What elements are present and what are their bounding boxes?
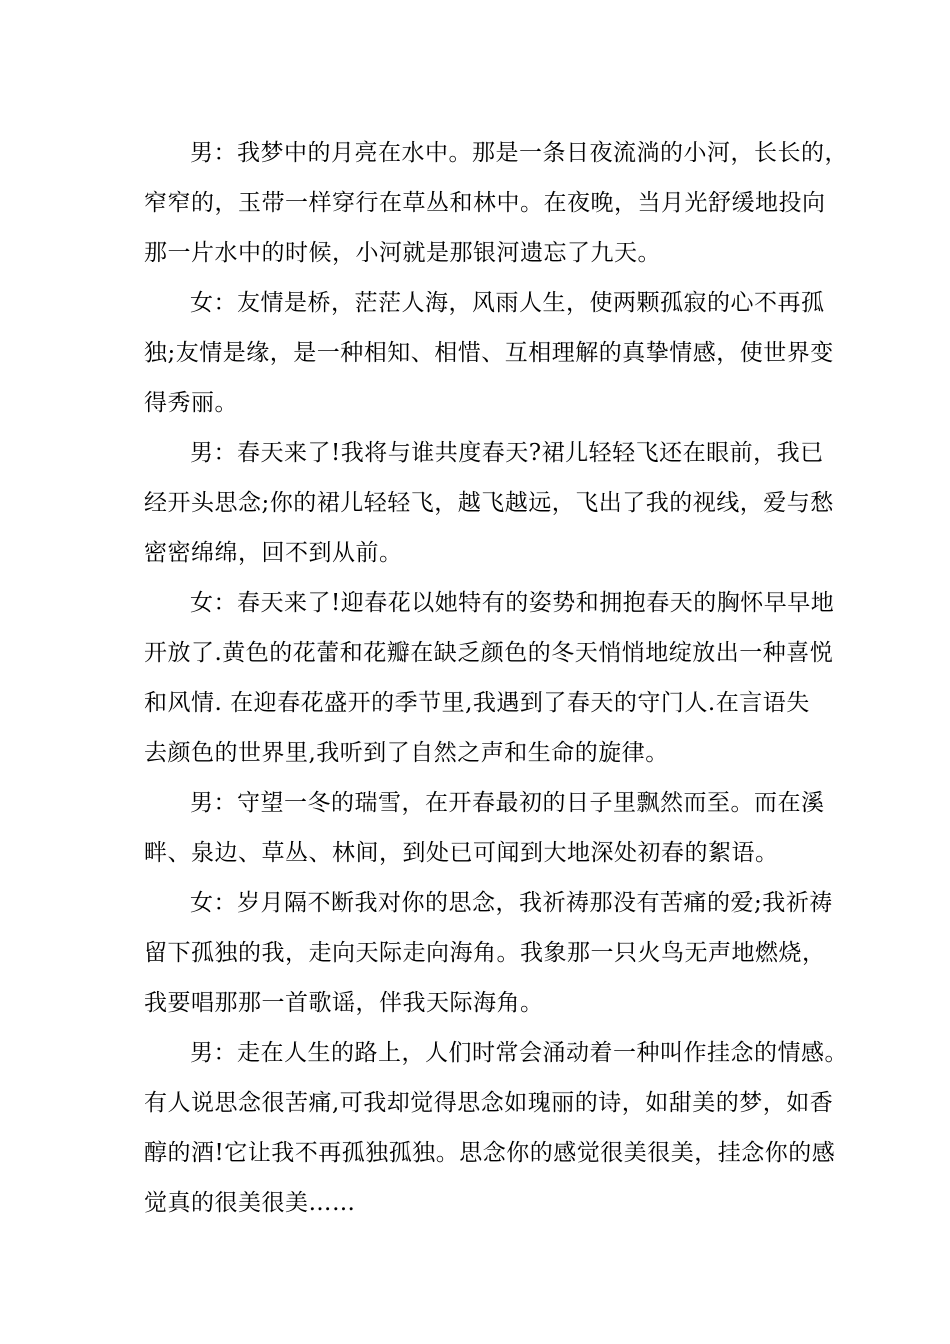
text-line: 我要唱那那一首歌谣，伴我天际海角。: [144, 990, 544, 1016]
text-line: 畔、泉边、草丛、林间，到处已可闻到大地深处初春的絮语。: [144, 840, 779, 866]
paragraph-female-3: [144, 878, 833, 1028]
paragraph-male-2: [144, 428, 834, 578]
text-line: 女：岁月隔不断我对你的思念，我祈祷那没有苦痛的爱;我祈祷: [190, 890, 833, 916]
text-line: 密密绵绵，回不到从前。: [144, 540, 403, 566]
text-line: 女：春天来了!迎春花以她特有的姿势和拥抱春天的胸怀早早地: [190, 590, 835, 616]
text-line: 那一片水中的时候，小河就是那银河遗忘了九天。: [144, 240, 661, 266]
paragraph-male-3: [144, 778, 824, 878]
text-line: 开放了.黄色的花蕾和花瓣在缺乏颜色的冬天悄悄地绽放出一种喜悦: [144, 640, 834, 666]
text-line: 独;友情是缘，是一种相知、相惜、互相理解的真挚情感，使世界变: [144, 340, 834, 366]
text-line: 经开头思念;你的裙儿轻轻飞，越飞越远，飞出了我的视线，爱与愁: [144, 490, 834, 516]
text-line: 男：走在人生的路上，人们时常会涌动着一种叫作挂念的情感。: [190, 1040, 848, 1066]
text-line: 和风情. 在迎春花盛开的季节里,我遇到了春天的守门人.在言语失: [144, 690, 810, 716]
text-line: 得秀丽。: [144, 390, 238, 416]
text-line: 去颜色的世界里,我听到了自然之声和生命的旋律。: [144, 740, 669, 766]
text-line: 男：守望一冬的瑞雪，在开春最初的日子里飘然而至。而在溪: [190, 790, 825, 816]
text-line: 醇的酒!它让我不再孤独孤独。思念你的感觉很美很美，挂念你的感: [144, 1140, 836, 1166]
paragraph-female-1: [144, 278, 834, 428]
text-line: 男：春天来了!我将与谁共度春天?裙儿轻轻飞还在眼前，我已: [190, 440, 824, 466]
text-line: 觉真的很美很美……: [144, 1190, 356, 1216]
text-line: 留下孤独的我，走向天际走向海角。我象那一只火鸟无声地燃烧，: [144, 940, 826, 966]
text-line: 女：友情是桥，茫茫人海，风雨人生，使两颗孤寂的心不再孤: [190, 290, 825, 316]
document-body: [144, 128, 848, 1228]
paragraph-male-1: [144, 128, 848, 278]
text-line: 有人说思念很苦痛,可我却觉得思念如瑰丽的诗，如甜美的梦，如香: [144, 1090, 834, 1116]
paragraph-female-2: [144, 578, 835, 778]
text-line: 窄窄的，玉带一样穿行在草丛和林中。在夜晚，当月光舒缓地投向: [144, 190, 826, 216]
paragraph-male-4: [144, 1028, 848, 1228]
text-line: 男：我梦中的月亮在水中。那是一条日夜流淌的小河，长长的，: [190, 140, 848, 166]
